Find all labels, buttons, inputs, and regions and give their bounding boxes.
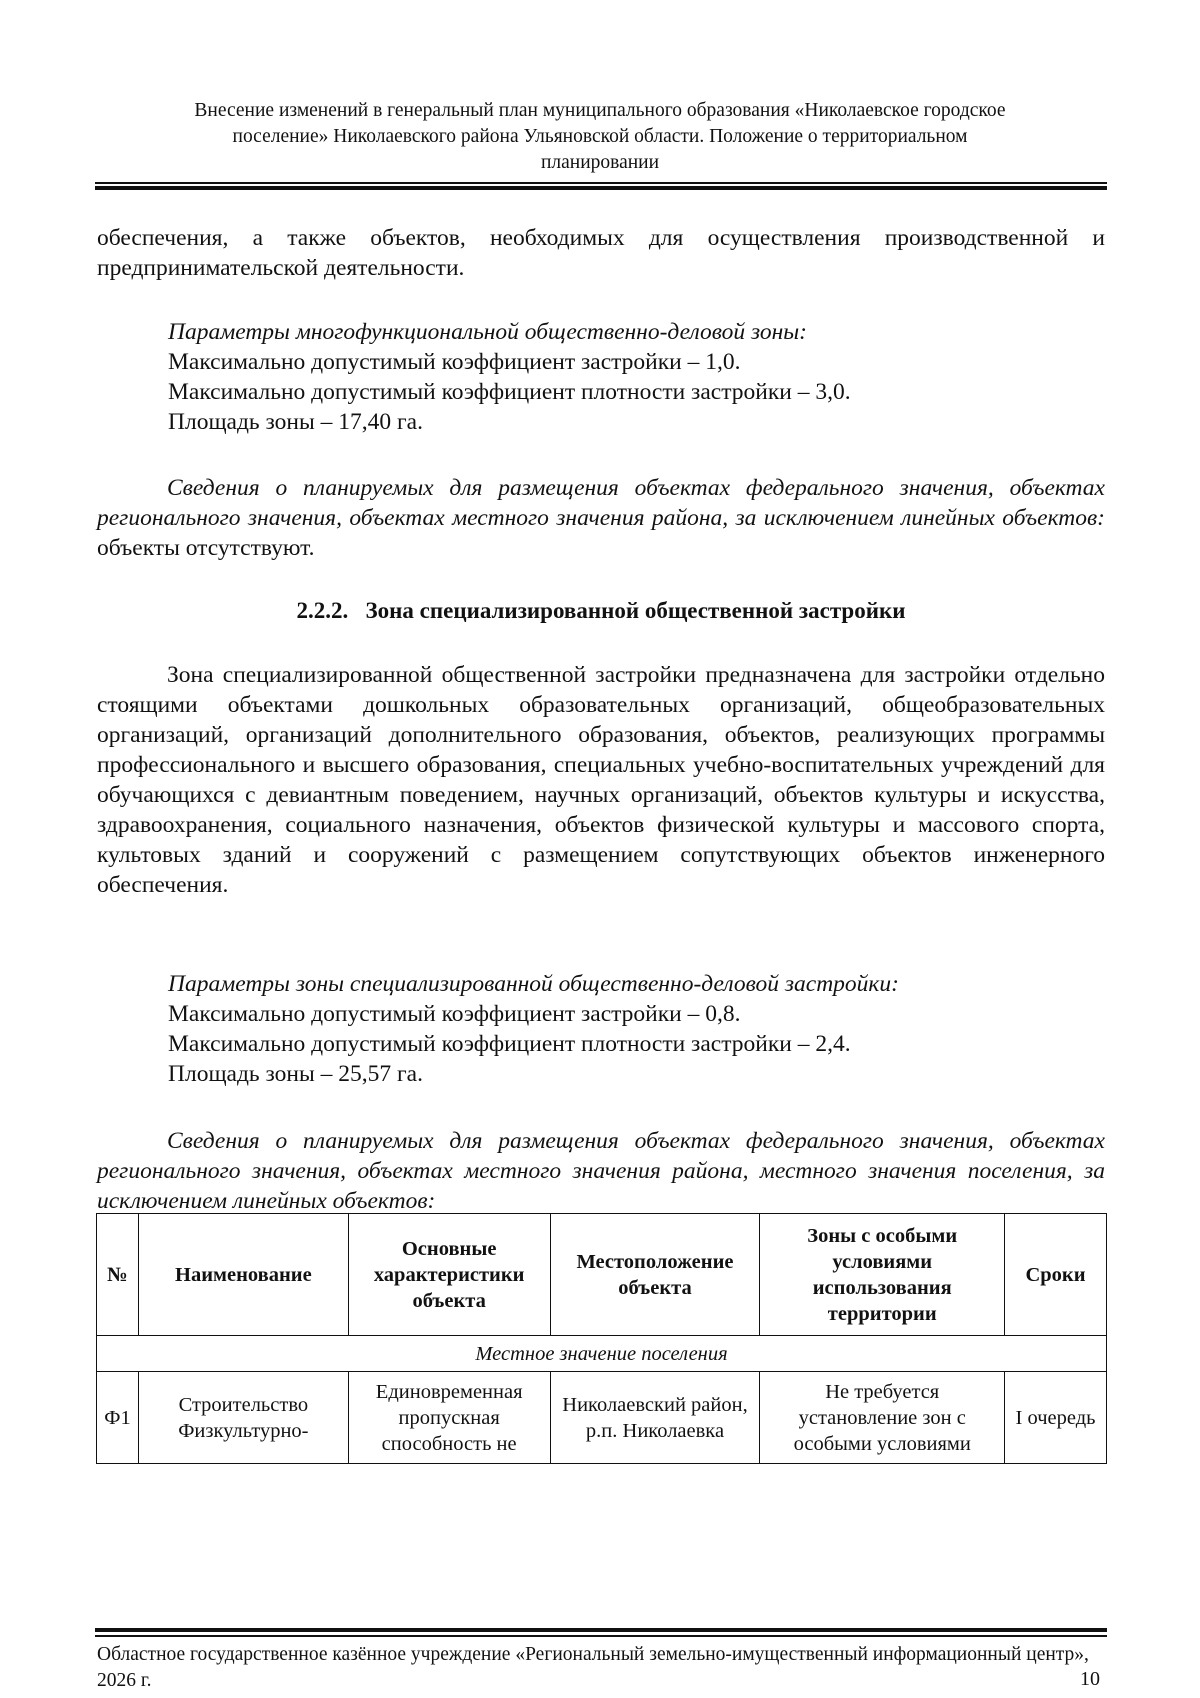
section1-info [97,473,1105,563]
section1-params [168,317,851,437]
intro-paragraph: обеспечения, а также объектов, необходимых для осуществления производственной и предпринимательской деятельности. [97,225,1105,281]
section2-params [168,969,899,1089]
section1-params-title: Параметры многофункциональной общественно-деловой зоны: [168,319,807,345]
table-group-row [97,1336,1107,1372]
col-header-location: Местоположение объекта [550,1214,760,1336]
header-line-2: поселение» Николаевского района Ульяновской области. Положение о территориальном [232,126,968,147]
cell-location: Николаевский район, р.п. Николаевка [550,1372,760,1464]
section1-param-1: Максимально допустимый коэффициент застройки – 1,0. [168,349,741,375]
table-row [97,1372,1107,1464]
footer-rule-thick [95,1628,1107,1632]
section1-param-3: Площадь зоны – 17,40 га. [168,409,423,435]
header-line-3: планировании [540,152,660,173]
section2-params-title: Параметры зоны специализированной общественно-деловой застройки: [168,971,900,997]
cell-characteristics: Единовременная пропускная способность не [348,1372,550,1464]
cell-zones: Не требуется установление зон с особыми условиями [760,1372,1005,1464]
section2-param-1: Максимально допустимый коэффициент застройки – 0,8. [168,1001,741,1027]
section1-info-plain: объекты отсутствуют. [97,535,315,561]
section1-info-italic: Сведения о планируемых для размещения объектах федерального значения, объектах регионального значения, объектах местного значения района, за исключением линейных объектов: [97,475,1105,531]
objects-table [96,1213,1107,1464]
section2-heading: 2.2.2. Зона специализированной общественной застройки [296,598,906,623]
header-rule-thin [95,182,1107,184]
group-local-settlement: Местное значение поселения [97,1336,1107,1372]
col-header-terms: Сроки [1005,1214,1107,1336]
footer-text: Областное государственное казённое учреждение «Региональный земельно-имущественный информационный центр», 2026 г. [97,1644,1089,1691]
section2-param-2: Максимально допустимый коэффициент плотности застройки – 2,4. [168,1031,851,1057]
col-header-name: Наименование [138,1214,348,1336]
running-header [95,98,1105,176]
header-line-1: Внесение изменений в генеральный план муниципального образования «Николаевское городское [194,100,1006,121]
section1-param-2: Максимально допустимый коэффициент плотности застройки – 3,0. [168,379,851,405]
footer-rule-thin [95,1635,1107,1637]
col-header-characteristics: Основные характеристики объекта [348,1214,550,1336]
table-header-row [97,1214,1107,1336]
section2-param-3: Площадь зоны – 25,57 га. [168,1061,423,1087]
col-header-zones: Зоны с особыми условиями использования территории [760,1214,1005,1336]
header-rule-thick [95,186,1107,190]
col-header-num: № [97,1214,139,1336]
page-number: 10 [1080,1668,1100,1690]
section2-description: Зона специализированной общественной застройки предназначена для застройки отдельно стоящими объектами дошкольных образовательных организаций, общеобразовательных организаций, организаций дополнительного образования, объектов, реализующих программы профессионального и высшего образования, специальных учебно-воспитательных учреждений для обучающихся с девиантным поведением, научных организаций, объектов культуры и искусства, здравоохранения, социального назначения, объектов физической культуры и массового спорта, культовых зданий и сооружений с размещением сопутствующих объектов инженерного обеспечения. [97,662,1105,898]
cell-name: Строительство Физкультурно- [138,1372,348,1464]
cell-terms: I очередь [1005,1372,1107,1464]
section2-info: Сведения о планируемых для размещения объектах федерального значения, объектах регионального значения, объектах местного значения района, местного значения поселения, за исключением линейных объектов: [97,1128,1105,1214]
cell-num: Ф1 [97,1372,139,1464]
